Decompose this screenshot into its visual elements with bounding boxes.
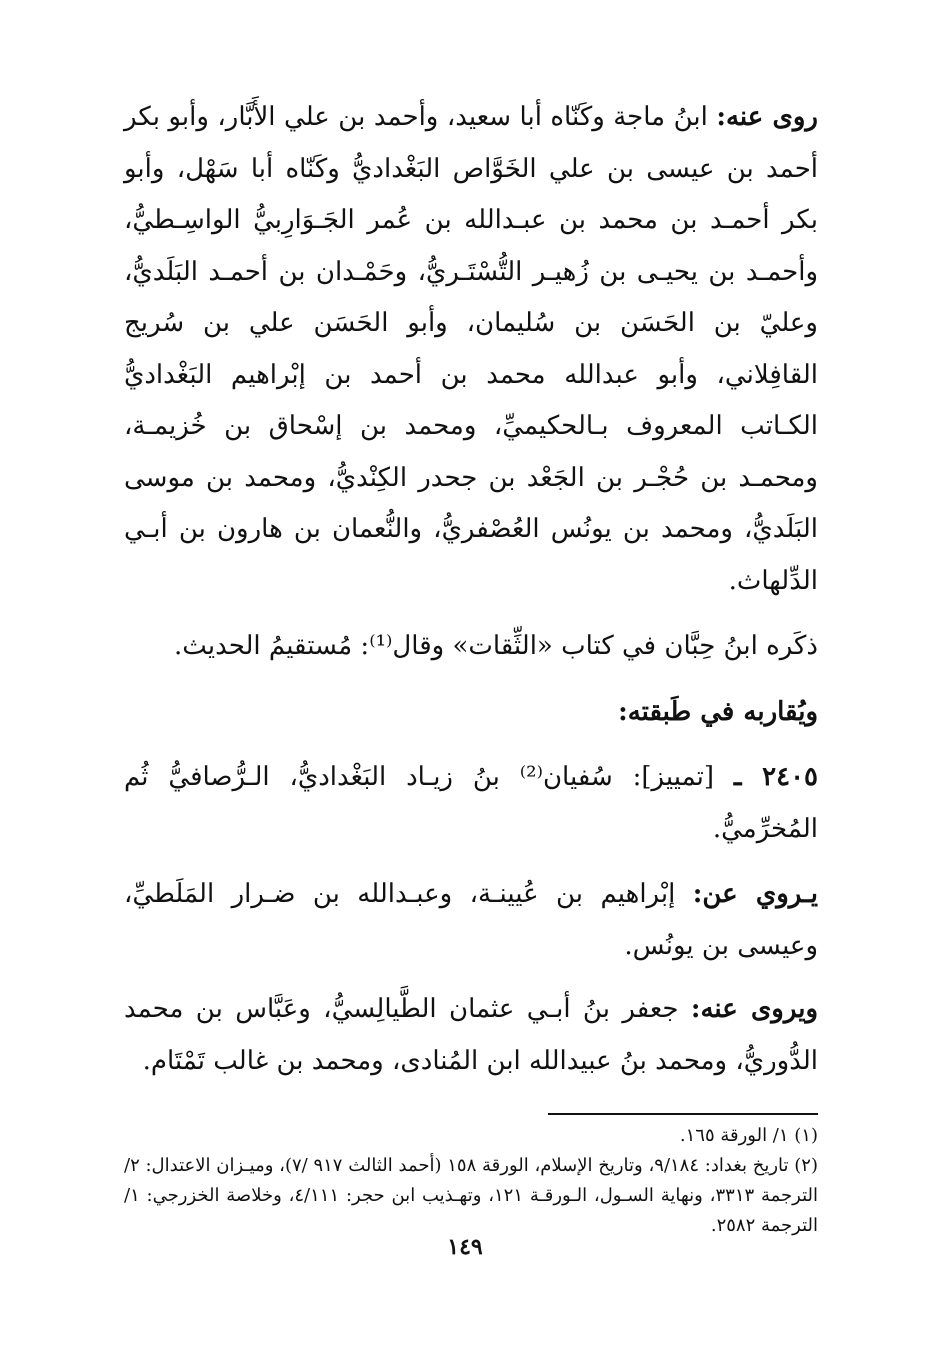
paragraph-label: ويُقاربه في طَبقته: (618, 696, 818, 727)
paragraph-label: يـروي عن: (692, 879, 818, 909)
contemporaries-heading (124, 687, 818, 739)
entry-2405-paragraph (124, 752, 818, 855)
paragraph-text: جعفر بنُ أبـي عثمان الطَّيالِسيُّ، وعَبَّاس بن محمد الدُّوريُّ، ومحمد بنُ عبيدالله ابن المُنادى، ومحمد بن غالب تَمْتَام. (124, 994, 818, 1076)
paragraph-text: ابنُ ماجة وكَنّاه أبا سعيد، وأحمد بن علي الأَبَّار، وأبو بكر أحمد بن عيسى بن علي الخَوَّاص البَغْداديُّ وكَنّاه أبا سَهْل، وأبو بكر أحمـد بن محمد بن عبـدالله بن عُمر الجَـوَارِبيُّ الواسِـطيُّ، وأحمـد بن يحيـى بن زُهيـر التُّسْتَـريُّ، وحَمْـدان بن أحمـد البَلَديُّ، وعليّ بن الحَسَن بن سُليمان، وأبو الحَسَن علي بن سُريج القافِلاني، وأبو عبدالله محمد بن أحمد بن إبْراهيم البَغْداديُّ الكـاتب المعروف بـالحكيميِّ، ومحمد بن إسْحاق بن خُزيمـة، ومحمـد بن حُجْـر بن الجَعْد بن جحدر الكِنْديُّ، ومحمد بن موسى البَلَديُّ، ومحمد بن يونُس العُصْفريُّ، والنُّعمان بن هارون بن أبـي الدِّلهاث. (124, 102, 818, 596)
paragraph-text: ذكَره ابنُ حِبَّان في كتاب «الثِّقات» وقال⁽¹⁾: مُستقيمُ الحديث. (174, 631, 818, 661)
paragraph-label: ويروى عنه: (690, 994, 818, 1024)
paragraph-text: [تمييز]: سُفيان⁽²⁾ بنُ زيـاد البَغْداديُّ، الـرُّصافيُّ ثُم المُخرِّميُّ. (124, 762, 818, 844)
footnote-2: (٢) تاريخ بغداد: ٩/١٨٤، وتاريخ الإسلام، الورقة ١٥٨ (أحمد الثالث ٩١٧ /٧)، وميـزان الاعتدال: ٢/ الترجمة ٣٣١٣، ونهاية السـول، الـورقـة ١٢١، وتهـذيب ابن حجر: ٤/١١١، وخلاصة الخزرجي: ١/ الترجمة ٢٥٨٢. (124, 1155, 818, 1236)
footnote-1: (١) ١/ الورقة ١٦٥. (679, 1125, 818, 1146)
paragraph-label: روى عنه: (716, 102, 818, 132)
entry-number: ٢٤٠٥ ـ (733, 762, 818, 792)
narrators-from-him-paragraph (124, 92, 818, 607)
footnotes-list (124, 1121, 818, 1241)
narrated-by-paragraph (124, 984, 818, 1087)
paragraph-text: إبْراهيم بن عُيينـة، وعبـدالله بن ضـرار المَلَطيِّ، وعيسى بن يونُس. (124, 879, 818, 961)
narrates-from-paragraph (124, 869, 818, 972)
ibn-hibban-paragraph (124, 621, 818, 673)
page-number: ١٤٩ (447, 1234, 483, 1260)
footnote-divider (548, 1113, 818, 1115)
